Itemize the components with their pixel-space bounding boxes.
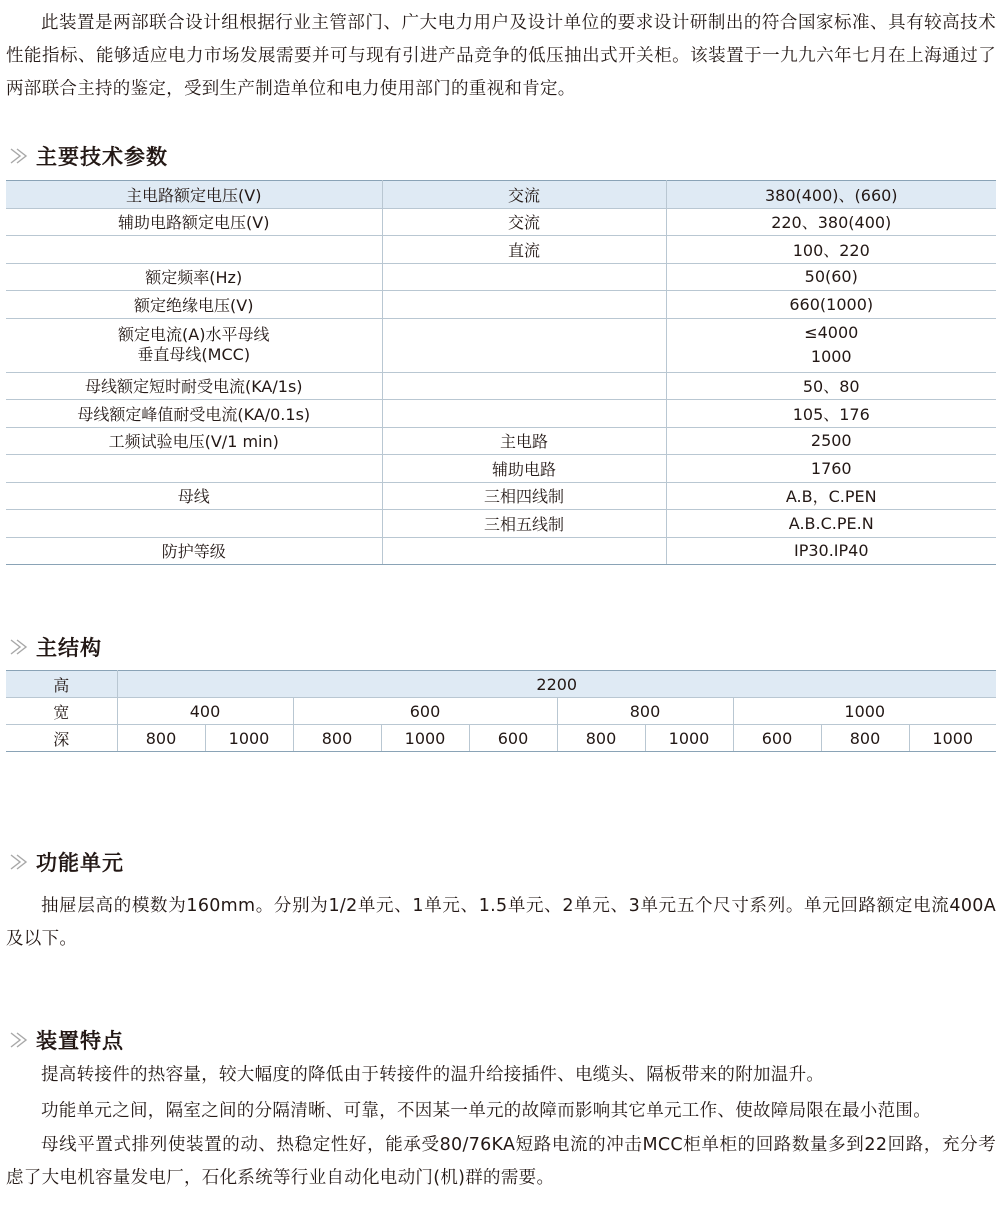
intro-paragraph: 此装置是两部联合设计组根据行业主管部门、广大电力用户及设计单位的要求设计研制出的符合国家标准、具有较高技术性能指标、能够适应电力市场发展需要并可与现有引进产品竞争的低压抽出式开关柜。该装置于一九九六年七月在上海通过了两部联合主持的鉴定，受到生产制造单位和电力使用部门的重视和肯定。 [6, 13, 996, 99]
param-type [382, 291, 666, 319]
param-name: 母线额定峰值耐受电流(KA/0.1s) [6, 400, 382, 428]
param-name [6, 318, 382, 372]
table-row [6, 181, 996, 209]
section-title: 装置特点 [36, 1029, 124, 1053]
table-row [6, 537, 996, 565]
param-name: 母线 [6, 482, 382, 510]
param-type: 辅助电路 [382, 455, 666, 483]
param-name: 额定频率(Hz) [6, 263, 382, 291]
param-name [6, 455, 382, 483]
table-row [6, 263, 996, 291]
param-name-line2: 垂直母线(MCC) [137, 345, 251, 364]
param-value: 100、220 [666, 236, 996, 264]
param-value: IP30.IP40 [666, 537, 996, 565]
depth-value: 600 [469, 725, 557, 752]
depth-value: 800 [293, 725, 381, 752]
table-row [6, 671, 996, 698]
width-value: 800 [557, 698, 733, 725]
table-row [6, 400, 996, 428]
table-row [6, 455, 996, 483]
param-type [382, 400, 666, 428]
param-value: 660(1000) [666, 291, 996, 319]
table-row [6, 291, 996, 319]
param-value: A.B，C.PEN [666, 482, 996, 510]
param-name [6, 236, 382, 264]
depth-value: 1000 [205, 725, 293, 752]
param-name: 辅助电路额定电压(V) [6, 208, 382, 236]
param-type: 交流 [382, 208, 666, 236]
param-name-line1: 额定电流(A)水平母线 [118, 325, 270, 344]
depth-value: 600 [733, 725, 821, 752]
param-type [382, 372, 666, 400]
table-row [6, 698, 996, 725]
param-value: 220、380(400) [666, 208, 996, 236]
section-title: 功能单元 [36, 851, 124, 875]
depth-value: 1000 [381, 725, 469, 752]
double-chevron-right-icon [8, 851, 30, 873]
depth-value: 800 [117, 725, 205, 752]
table-row [6, 318, 996, 372]
section-title: 主结构 [36, 636, 102, 660]
tech-params-table [6, 180, 996, 565]
param-value: 1760 [666, 455, 996, 483]
depth-value: 800 [821, 725, 909, 752]
table-row [6, 236, 996, 264]
section-title: 主要技术参数 [36, 145, 168, 169]
param-value: 50(60) [666, 263, 996, 291]
section-heading-main-structure [8, 633, 102, 661]
feature-paragraph-1: 提高转接件的热容量，较大幅度的降低由于转接件的温升给接插件、电缆头、隔板带来的附加温升。 [41, 1065, 825, 1085]
param-value: 2500 [666, 427, 996, 455]
param-value: A.B.C.PE.N [666, 510, 996, 538]
section-heading-function-units [8, 848, 124, 876]
param-value: 50、80 [666, 372, 996, 400]
double-chevron-right-icon [8, 145, 30, 167]
structure-table [6, 670, 996, 752]
height-label: 高 [6, 671, 117, 698]
double-chevron-right-icon [8, 1029, 30, 1051]
table-row [6, 208, 996, 236]
height-value: 2200 [117, 671, 996, 698]
param-name [6, 510, 382, 538]
param-name: 主电路额定电压(V) [6, 181, 382, 209]
function-units-paragraph: 抽屉层高的模数为160mm。分别为1/2单元、1单元、1.5单元、2单元、3单元五个尺寸系列。单元回路额定电流400A及以下。 [6, 896, 996, 949]
width-value: 600 [293, 698, 557, 725]
width-value: 400 [117, 698, 293, 725]
width-label: 宽 [6, 698, 117, 725]
depth-value: 800 [557, 725, 645, 752]
param-type [382, 318, 666, 372]
feature-paragraph-3: 母线平置式排列使装置的动、热稳定性好，能承受80/76KA短路电流的冲击MCC柜单柜的回路数量多到22回路，充分考虑了大电机容量发电厂，石化系统等行业自动化电动门(机)群的需要。 [6, 1135, 996, 1188]
param-name: 防护等级 [6, 537, 382, 565]
param-value: 380(400)、(660) [666, 181, 996, 209]
param-type: 三相五线制 [382, 510, 666, 538]
depth-value: 1000 [909, 725, 996, 752]
depth-label: 深 [6, 725, 117, 752]
section-heading-features [8, 1026, 124, 1054]
param-type: 交流 [382, 181, 666, 209]
double-chevron-right-icon [8, 636, 30, 658]
param-type: 三相四线制 [382, 482, 666, 510]
param-type: 直流 [382, 236, 666, 264]
depth-value: 1000 [645, 725, 733, 752]
table-row [6, 427, 996, 455]
table-row [6, 725, 996, 752]
width-value: 1000 [733, 698, 996, 725]
param-value [666, 318, 996, 372]
param-type [382, 537, 666, 565]
param-name: 工频试验电压(V/1 min) [6, 427, 382, 455]
param-name: 母线额定短时耐受电流(KA/1s) [6, 372, 382, 400]
section-heading-tech-params [8, 142, 168, 170]
param-type: 主电路 [382, 427, 666, 455]
table-row [6, 372, 996, 400]
table-row [6, 510, 996, 538]
table-row [6, 482, 996, 510]
param-value-line1: ≤4000 [804, 323, 859, 342]
param-type [382, 263, 666, 291]
param-value: 105、176 [666, 400, 996, 428]
feature-paragraph-2: 功能单元之间，隔室之间的分隔清晰、可靠，不因某一单元的故障而影响其它单元工作、使故障局限在最小范围。 [41, 1101, 931, 1121]
param-value-line2: 1000 [810, 347, 852, 366]
param-name: 额定绝缘电压(V) [6, 291, 382, 319]
